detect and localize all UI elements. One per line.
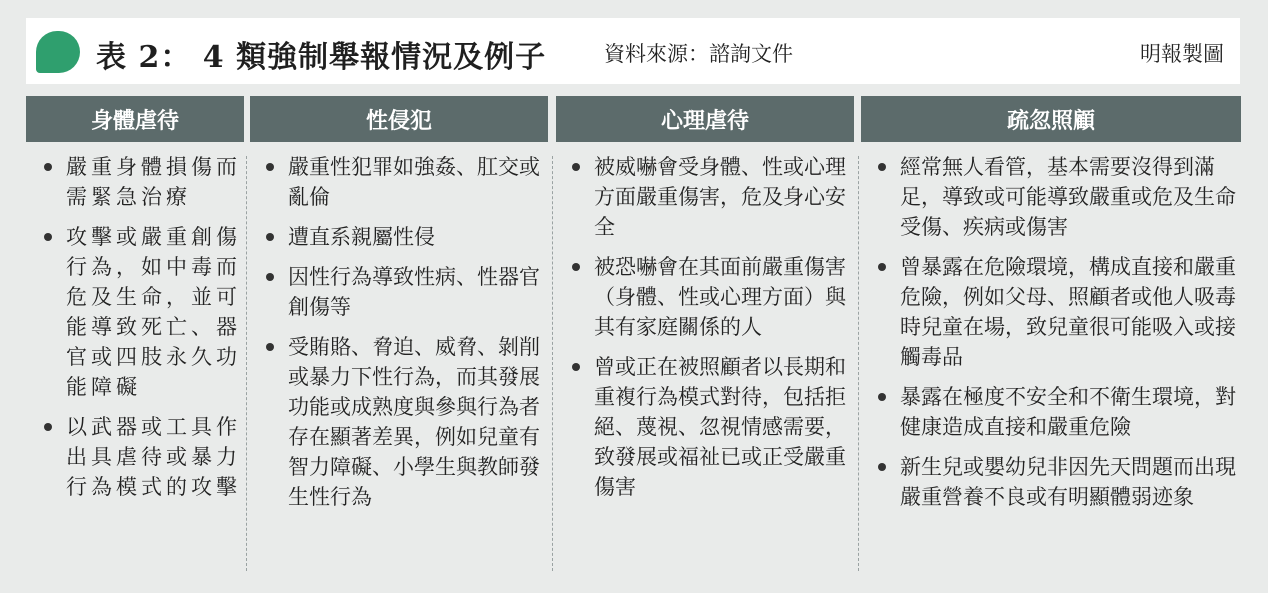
list-item-text: 曾暴露在危險環境，構成直接和嚴重危險，例如父母、照顧者或他人吸毒時兒童在場，致兒童很可能吸入或接觸毒品 — [900, 255, 1236, 369]
bullet-icon — [266, 233, 274, 241]
list-item-text: 被恐嚇會在其面前嚴重傷害（身體、性或心理方面）與其有家庭關係的人 — [594, 255, 846, 339]
list-item-text: 暴露在極度不安全和不衛生環境，對健康造成直接和嚴重危險 — [900, 385, 1236, 439]
column-psychological-abuse — [566, 152, 854, 585]
list-item-text: 曾或正在被照顧者以長期和重複行為模式對待，包括拒絕、蔑視、忽視情感需要，致發展或福祉已或正受嚴重傷害 — [594, 355, 846, 499]
header-physical-abuse: 身體虐待 — [26, 96, 244, 142]
column-headers — [26, 96, 1242, 142]
bullet-icon — [44, 163, 52, 171]
bullet-icon — [572, 263, 580, 271]
list-item — [260, 222, 548, 252]
bullet-icon — [878, 393, 886, 401]
list-item — [38, 152, 244, 212]
credit-note: 明報製圖 — [1140, 42, 1224, 66]
list-item-text: 因性行為導致性病、性器官創傷等 — [288, 265, 540, 319]
column-divider — [552, 156, 553, 571]
list-item — [260, 152, 548, 212]
bullet-icon — [266, 163, 274, 171]
list-item — [566, 352, 854, 502]
list-item — [872, 252, 1238, 372]
column-divider — [246, 156, 247, 571]
header-neglect: 疏忽照顧 — [861, 96, 1241, 142]
list-item-text: 被威嚇會受身體、性或心理方面嚴重傷害，危及身心安全 — [594, 155, 846, 239]
list-item — [872, 452, 1238, 512]
column-sexual-abuse — [260, 152, 548, 585]
bullet-icon — [878, 463, 886, 471]
bullet-icon — [572, 363, 580, 371]
list-item — [872, 382, 1238, 442]
bullet-icon — [44, 233, 52, 241]
list-item-text: 攻擊或嚴重創傷行為，如中毒而危及生命，並可能導致死亡、器官或四肢永久功能障礙 — [66, 225, 241, 399]
bullet-icon — [572, 163, 580, 171]
list-item-text: 經常無人看管，基本需要沒得到滿足，導致或可能導致嚴重或危及生命受傷、疾病或傷害 — [900, 155, 1236, 239]
bullet-icon — [266, 273, 274, 281]
list-item-text: 嚴重身體損傷而需緊急治療 — [66, 155, 241, 209]
header-psychological-abuse: 心理虐待 — [556, 96, 854, 142]
bullet-icon — [44, 423, 52, 431]
list-item — [260, 262, 548, 322]
source-note: 資料來源：諮詢文件 — [604, 42, 793, 66]
list-item-text: 以武器或工具作出具虐待或暴力行為模式的攻擊 — [66, 415, 241, 499]
list-item-text: 受賄賂、脅迫、威脅、剝削或暴力下性行為，而其發展功能或成熟度與參與行為者存在顯著差異，例如兒童有智力障礙、小學生與教師發生性行為 — [288, 335, 540, 509]
list-item-text: 新生兒或嬰幼兒非因先天問題而出現嚴重營養不良或有明顯體弱迹象 — [900, 455, 1236, 509]
list-item — [260, 332, 548, 512]
column-physical-abuse — [38, 152, 244, 585]
column-neglect — [872, 152, 1238, 585]
bullet-icon — [878, 163, 886, 171]
list-item — [38, 222, 244, 402]
header-sexual-abuse: 性侵犯 — [250, 96, 548, 142]
title-bar — [26, 18, 1240, 84]
speech-bubble-icon — [36, 31, 80, 73]
column-divider — [858, 156, 859, 571]
list-item — [38, 412, 244, 502]
list-item — [566, 252, 854, 342]
list-item — [566, 152, 854, 242]
list-item — [872, 152, 1238, 242]
table-title: 表 2： 4 類強制舉報情況及例子 — [96, 40, 547, 75]
bullet-icon — [878, 263, 886, 271]
bullet-icon — [266, 343, 274, 351]
list-item-text: 嚴重性犯罪如強姦、肛交或亂倫 — [288, 155, 540, 209]
list-item-text: 遭直系親屬性侵 — [288, 225, 435, 249]
